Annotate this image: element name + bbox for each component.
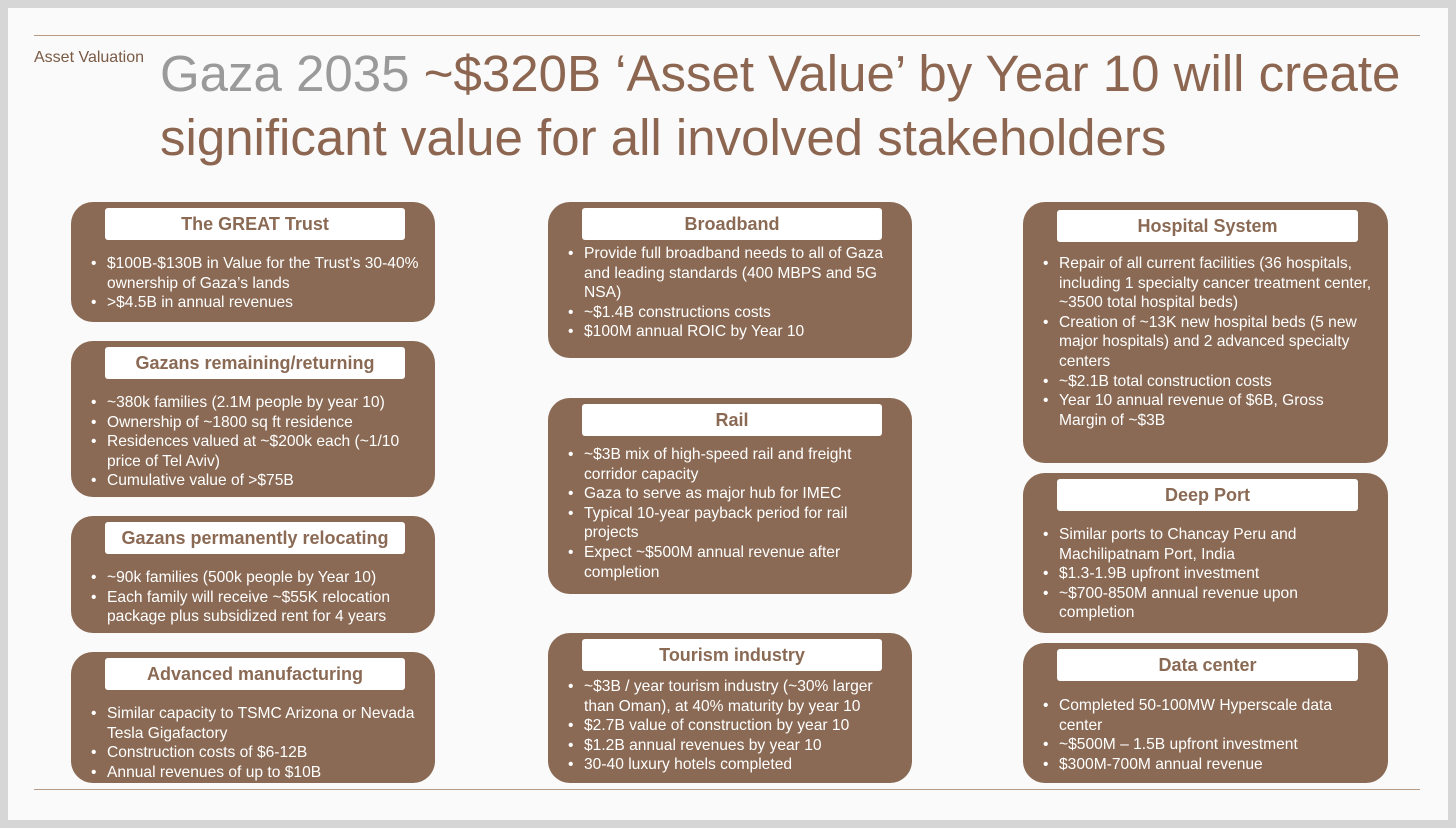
bullet: • ~90k families (500k people by Year 10) [87, 568, 421, 588]
card-title: Data center [1057, 649, 1358, 681]
card-great-trust [71, 202, 435, 322]
bullet: • Expect ~$500M annual revenue after completion [564, 543, 898, 582]
bullet: • Ownership of ~1800 sq ft residence [87, 413, 421, 433]
card-title: Gazans remaining/returning [105, 347, 405, 379]
bullet: • Typical 10-year payback period for rail projects [564, 504, 898, 543]
bullet: • Residences valued at ~$200k each (~1/10 price of Tel Aviv) [87, 432, 421, 471]
card-gazans-relocating [71, 516, 435, 633]
card-bullets [1039, 696, 1374, 774]
bullet: • Similar capacity to TSMC Arizona or Nevada Tesla Gigafactory [87, 704, 421, 743]
bullet: • ~$2.1B total construction costs [1039, 372, 1374, 392]
card-title: Broadband [582, 208, 882, 240]
card-title: Deep Port [1057, 479, 1358, 511]
card-title: Advanced manufacturing [105, 658, 405, 690]
card-title: Gazans permanently relocating [105, 522, 405, 554]
bullet: • ~380k families (2.1M people by year 10) [87, 393, 421, 413]
card-advanced-manufacturing [71, 652, 435, 783]
bullet: • Annual revenues of up to $10B [87, 763, 421, 783]
card-data-center [1023, 643, 1388, 783]
page-title [160, 42, 1430, 170]
card-gazans-remaining [71, 341, 435, 497]
card-bullets [564, 445, 898, 582]
card-bullets [564, 244, 898, 342]
bullet: • $1.2B annual revenues by year 10 [564, 736, 898, 756]
card-bullets [1039, 254, 1374, 430]
card-title: Tourism industry [582, 639, 882, 671]
card-deep-port [1023, 473, 1388, 633]
card-bullets [87, 704, 421, 782]
bullet: • ~$500M – 1.5B upfront investment [1039, 735, 1374, 755]
card-hospital-system [1023, 202, 1388, 463]
bullet: • >$4.5B in annual revenues [87, 293, 421, 313]
bullet: • Repair of all current facilities (36 hospitals, including 1 specialty cancer treatment center, ~3500 total hospital beds) [1039, 254, 1374, 313]
bullet: • $100B-$130B in Value for the Trust’s 30-40% ownership of Gaza’s lands [87, 254, 421, 293]
section-label: Asset Valuation [34, 49, 144, 66]
bullet: • $2.7B value of construction by year 10 [564, 716, 898, 736]
card-bullets [87, 254, 421, 313]
card-title: The GREAT Trust [105, 208, 405, 240]
bullet: • Provide full broadband needs to all of Gaza and leading standards (400 MBPS and 5G NSA) [564, 244, 898, 303]
card-bullets [87, 568, 421, 627]
bullet: • ~$1.4B constructions costs [564, 303, 898, 323]
bullet: • $300M-700M annual revenue [1039, 755, 1374, 775]
slide [8, 8, 1448, 820]
bullet: • Year 10 annual revenue of $6B, Gross Margin of ~$3B [1039, 391, 1374, 430]
card-title: Hospital System [1057, 210, 1358, 242]
bullet: • Similar ports to Chancay Peru and Machilipatnam Port, India [1039, 525, 1374, 564]
bottom-divider [34, 789, 1420, 790]
top-divider [34, 35, 1420, 36]
card-bullets [1039, 525, 1374, 623]
title-main: ~$320B ‘Asset Value’ by Year 10 will create significant value for all involved stakeholders [160, 45, 1401, 166]
card-bullets [87, 393, 421, 491]
bullet: • $1.3-1.9B upfront investment [1039, 564, 1374, 584]
bullet: • ~$3B mix of high-speed rail and freight corridor capacity [564, 445, 898, 484]
card-rail [548, 398, 912, 594]
bullet: • Completed 50-100MW Hyperscale data center [1039, 696, 1374, 735]
bullet: • ~$700-850M annual revenue upon completion [1039, 584, 1374, 623]
bullet: • 30-40 luxury hotels completed [564, 755, 898, 775]
card-broadband [548, 202, 912, 358]
title-prefix: Gaza 2035 [160, 45, 410, 102]
card-title: Rail [582, 404, 882, 436]
card-bullets [564, 677, 898, 775]
bullet: • Gaza to serve as major hub for IMEC [564, 484, 898, 504]
bullet: • Construction costs of $6-12B [87, 743, 421, 763]
bullet: • Cumulative value of >$75B [87, 471, 421, 491]
bullet: • Each family will receive ~$55K relocation package plus subsidized rent for 4 years [87, 588, 421, 627]
card-tourism [548, 633, 912, 783]
bullet: • ~$3B / year tourism industry (~30% larger than Oman), at 40% maturity by year 10 [564, 677, 898, 716]
bullet: • Creation of ~13K new hospital beds (5 new major hospitals) and 2 advanced specialty centers [1039, 313, 1374, 372]
bullet: • $100M annual ROIC by Year 10 [564, 322, 898, 342]
